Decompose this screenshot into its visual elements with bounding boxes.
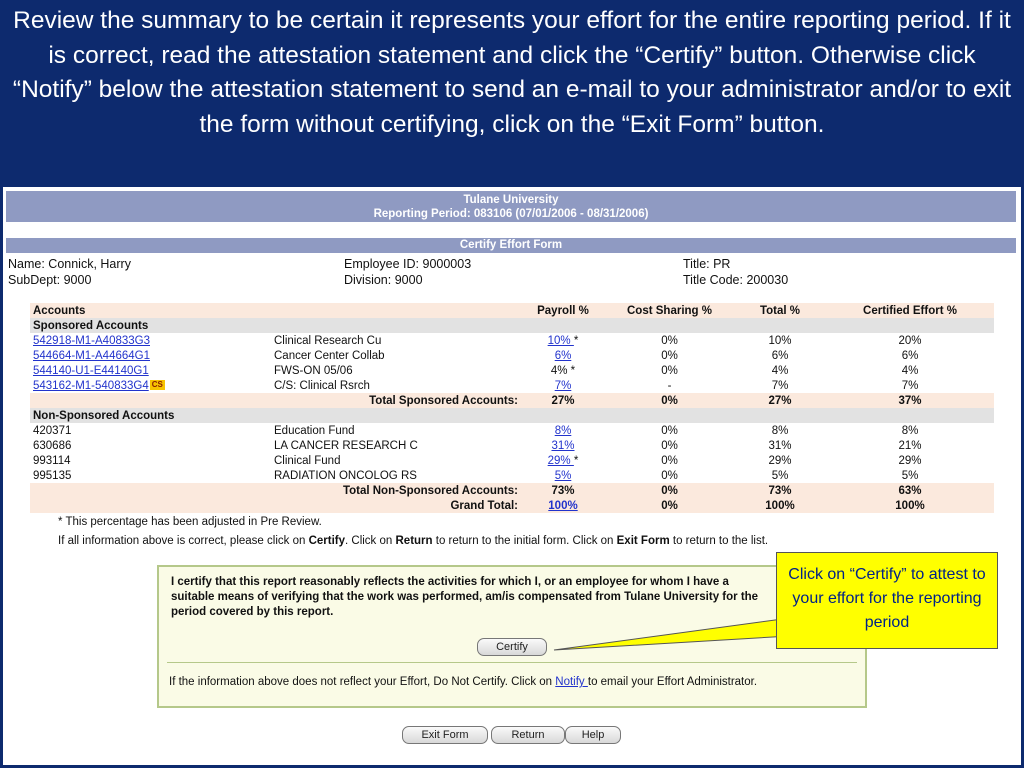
certified-cell: 21%	[898, 439, 922, 452]
notify-instruction: If the information above does not reflect your Effort, Do Not Certify. Click on Notify to email your Effort Administrator.	[169, 676, 758, 688]
table-header-row	[30, 303, 994, 318]
account-description: Cancer Center Collab	[274, 349, 385, 362]
table-row	[30, 453, 994, 468]
total-payroll: 27%	[521, 393, 605, 408]
total-cost-sharing: 0%	[605, 393, 734, 408]
grand-total-payroll-link[interactable]: 100%	[548, 499, 578, 512]
certified-cell: 7%	[901, 379, 919, 392]
table-row	[30, 348, 994, 363]
cost-sharing-cell: 0%	[661, 364, 678, 377]
employee-name: Name: Connick, Harry	[8, 257, 131, 271]
payroll-link[interactable]: 7%	[554, 379, 572, 392]
total-label: Total Sponsored Accounts:	[30, 393, 521, 408]
col-header-total: Total %	[734, 303, 826, 318]
total-cell: 10%	[768, 334, 792, 347]
certify-button[interactable]: Certify	[477, 638, 547, 656]
total-cell: 6%	[771, 349, 789, 362]
form-title: Certify Effort Form	[6, 238, 1016, 253]
table-row	[30, 363, 994, 378]
total-total: 27%	[734, 393, 826, 408]
certification-box	[157, 565, 867, 708]
total-certified: 63%	[826, 483, 994, 498]
account-link[interactable]: 544664-M1-A44664G1	[33, 349, 150, 362]
help-button[interactable]: Help	[565, 726, 621, 744]
reporting-period: Reporting Period: 083106 (07/01/2006 - 08/31/2006)	[373, 208, 649, 220]
certified-cell: 29%	[898, 454, 922, 467]
certified-cell: 4%	[901, 364, 919, 377]
payroll-link[interactable]: 8%	[554, 424, 572, 437]
employee-id: Employee ID: 9000003	[344, 257, 472, 271]
col-header-payroll: Payroll %	[521, 303, 605, 318]
certification-divider	[167, 662, 857, 663]
grand-total-cost-sharing: 0%	[605, 498, 734, 513]
account-link[interactable]: 543162-M1-540833G4	[33, 379, 149, 392]
account-description: RADIATION ONCOLOG RS	[274, 469, 417, 482]
payroll-link[interactable]: 29%	[547, 454, 574, 467]
cost-sharing-cell: -	[667, 379, 672, 392]
account-description: FWS-ON 05/06	[274, 364, 353, 377]
certify-callout: Click on “Certify” to attest to your effort for the reporting period	[776, 552, 998, 649]
grand-total-label: Grand Total:	[30, 498, 521, 513]
account-description: LA CANCER RESEARCH C	[274, 439, 418, 452]
account-description: Clinical Fund	[274, 454, 341, 467]
return-button[interactable]: Return	[491, 726, 565, 744]
col-header-cost-sharing: Cost Sharing %	[605, 303, 734, 318]
account-link[interactable]: 544140-U1-E44140G1	[33, 364, 149, 377]
certified-cell: 6%	[901, 349, 919, 362]
cost-sharing-badge: CS	[151, 380, 163, 390]
table-row	[30, 423, 994, 438]
total-label: Total Non-Sponsored Accounts:	[30, 483, 521, 498]
section-row-sponsored	[30, 318, 994, 333]
certified-cell: 5%	[901, 469, 919, 482]
total-payroll: 73%	[521, 483, 605, 498]
account-number: 993114	[33, 454, 71, 467]
payroll-link[interactable]: 10%	[547, 334, 574, 347]
payroll-link[interactable]: 5%	[554, 469, 572, 482]
total-row-sponsored	[30, 393, 994, 408]
section-label: Non-Sponsored Accounts	[30, 408, 994, 423]
certified-cell: 8%	[901, 424, 919, 437]
total-certified: 37%	[826, 393, 994, 408]
slide-instruction: Review the summary to be certain it represents your effort for the entire reporting period. If it is correct, read the attestation statement and click the “Certify” button. Otherwise click “Notify” below the attestation statement to send an e-mail to your administrator and/or to exit the form without certifying, click on the “Exit Form” button.	[12, 7, 1012, 138]
col-header-accounts: Accounts	[30, 303, 271, 318]
employee-title-code: Title Code: 200030	[683, 273, 789, 287]
employee-division: Division: 9000	[344, 273, 423, 287]
payroll-cell: 4% *	[550, 364, 576, 377]
total-cell: 4%	[771, 364, 789, 377]
section-row-non-sponsored	[30, 408, 994, 423]
university-name: Tulane University	[463, 194, 559, 206]
adjusted-note: * This percentage has been adjusted in Pre Review.	[58, 516, 322, 528]
table-row	[30, 378, 994, 393]
cost-sharing-cell: 0%	[661, 454, 678, 467]
exit-form-button[interactable]: Exit Form	[402, 726, 488, 744]
certified-cell: 20%	[898, 334, 922, 347]
adjusted-marker: *	[573, 334, 579, 347]
account-description: C/S: Clinical Rsrch	[274, 379, 370, 392]
table-row	[30, 438, 994, 453]
employee-subdept: SubDept: 9000	[8, 273, 92, 287]
total-cell: 29%	[768, 454, 792, 467]
grand-total-total: 100%	[734, 498, 826, 513]
total-cell: 5%	[771, 469, 789, 482]
col-header-certified: Certified Effort %	[826, 303, 994, 318]
effort-form-panel	[3, 187, 1021, 765]
total-cost-sharing: 0%	[605, 483, 734, 498]
cost-sharing-cell: 0%	[661, 439, 678, 452]
total-total: 73%	[734, 483, 826, 498]
total-cell: 31%	[768, 439, 792, 452]
cost-sharing-cell: 0%	[661, 424, 678, 437]
account-description: Education Fund	[274, 424, 355, 437]
account-number: 420371	[33, 424, 72, 437]
attestation-statement: I certify that this report reasonably reflects the activities for which I, or an employee for whom I have a suitable means of verifying that the work was performed, am/is compensated from Tulane University for the period covered by this report.	[171, 576, 759, 618]
account-number: 630686	[33, 439, 72, 452]
account-description: Clinical Research Cu	[274, 334, 382, 347]
cost-sharing-cell: 0%	[661, 469, 678, 482]
total-row-non-sponsored	[30, 483, 994, 498]
employee-title: Title: PR	[683, 257, 731, 271]
table-row	[30, 333, 994, 348]
cost-sharing-cell: 0%	[661, 349, 678, 362]
account-link[interactable]: 542918-M1-A40833G3	[33, 334, 150, 347]
total-cell: 7%	[771, 379, 789, 392]
payroll-link[interactable]: 6%	[554, 349, 572, 362]
account-number: 995135	[33, 469, 72, 482]
university-header	[6, 191, 1016, 222]
accounts-table	[30, 303, 994, 513]
instruction-note: If all information above is correct, please click on Certify. Click on Return to return to the initial form. Click on Exit Form to return to the list.	[58, 535, 769, 547]
grand-total-certified: 100%	[826, 498, 994, 513]
payroll-link[interactable]: 31%	[551, 439, 575, 452]
adjusted-marker: *	[573, 454, 579, 467]
total-cell: 8%	[771, 424, 789, 437]
section-label: Sponsored Accounts	[30, 318, 994, 333]
table-row	[30, 468, 994, 483]
cost-sharing-cell: 0%	[661, 334, 678, 347]
notify-link[interactable]: Notify	[555, 676, 588, 688]
grand-total-row	[30, 498, 994, 513]
